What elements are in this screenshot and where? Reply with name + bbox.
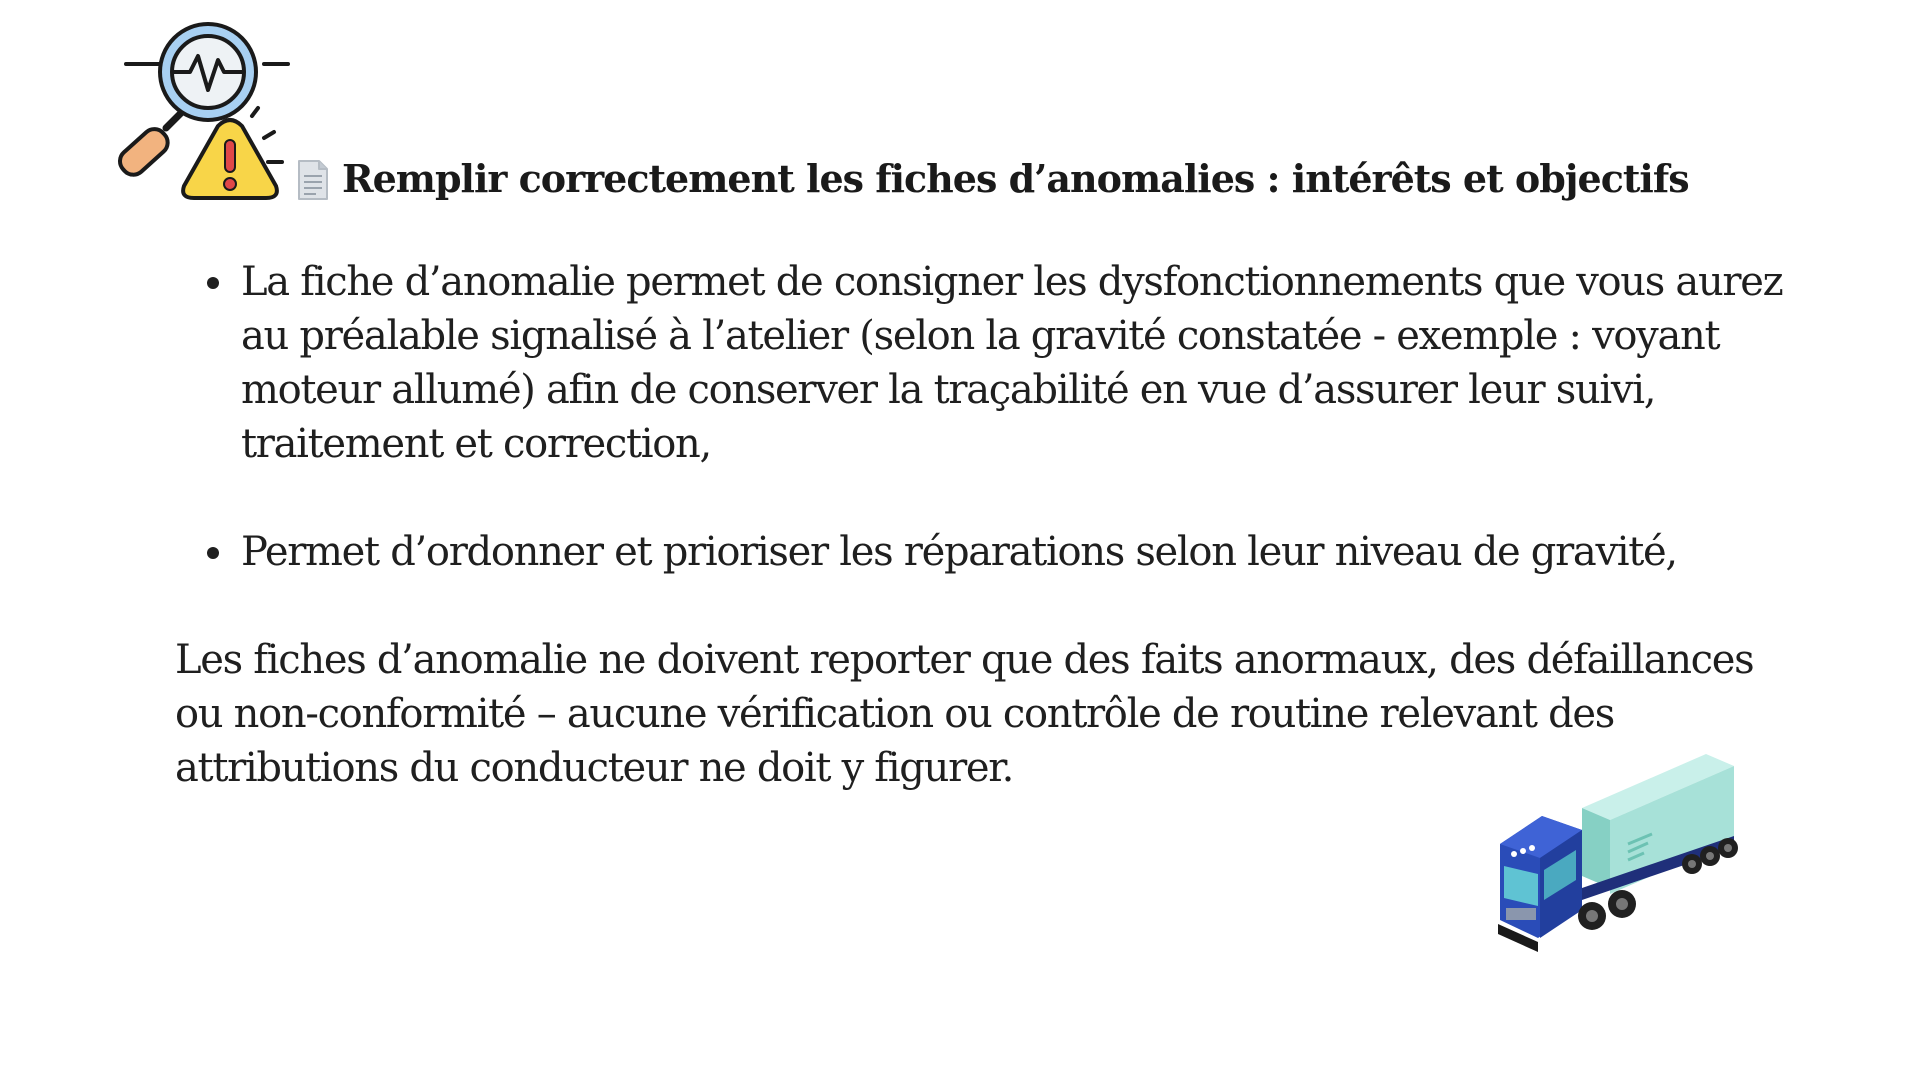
bullet-list [175,255,1795,579]
list-item: Permet d’ordonner et prioriser les réparations selon leur niveau de gravité, [175,525,1795,579]
page-title: Remplir correctement les fiches d’anomalies : intérêts et objectifs [342,155,1689,201]
truck-icon [1490,748,1746,954]
document-icon [296,159,330,201]
paragraph: Les fiches d’anomalie ne doivent reporter que des faits anormaux, des défaillances ou non-conformité – aucune vérification ou contrôle de routine relevant des attributions du conducteur ne doit y figurer. [175,637,1754,791]
magnifier-alert-icon [108,16,298,202]
list-item: La fiche d’anomalie permet de consigner les dysfonctionnements que vous aurez au préalable signalisé à l’atelier (selon la gravité constatée - exemple : voyant moteur allumé) afin de conserver la traçabilité en vue d’assurer leur suivi, traitement et correction, [175,255,1795,471]
title-row [296,148,1689,208]
content [175,255,1795,795]
